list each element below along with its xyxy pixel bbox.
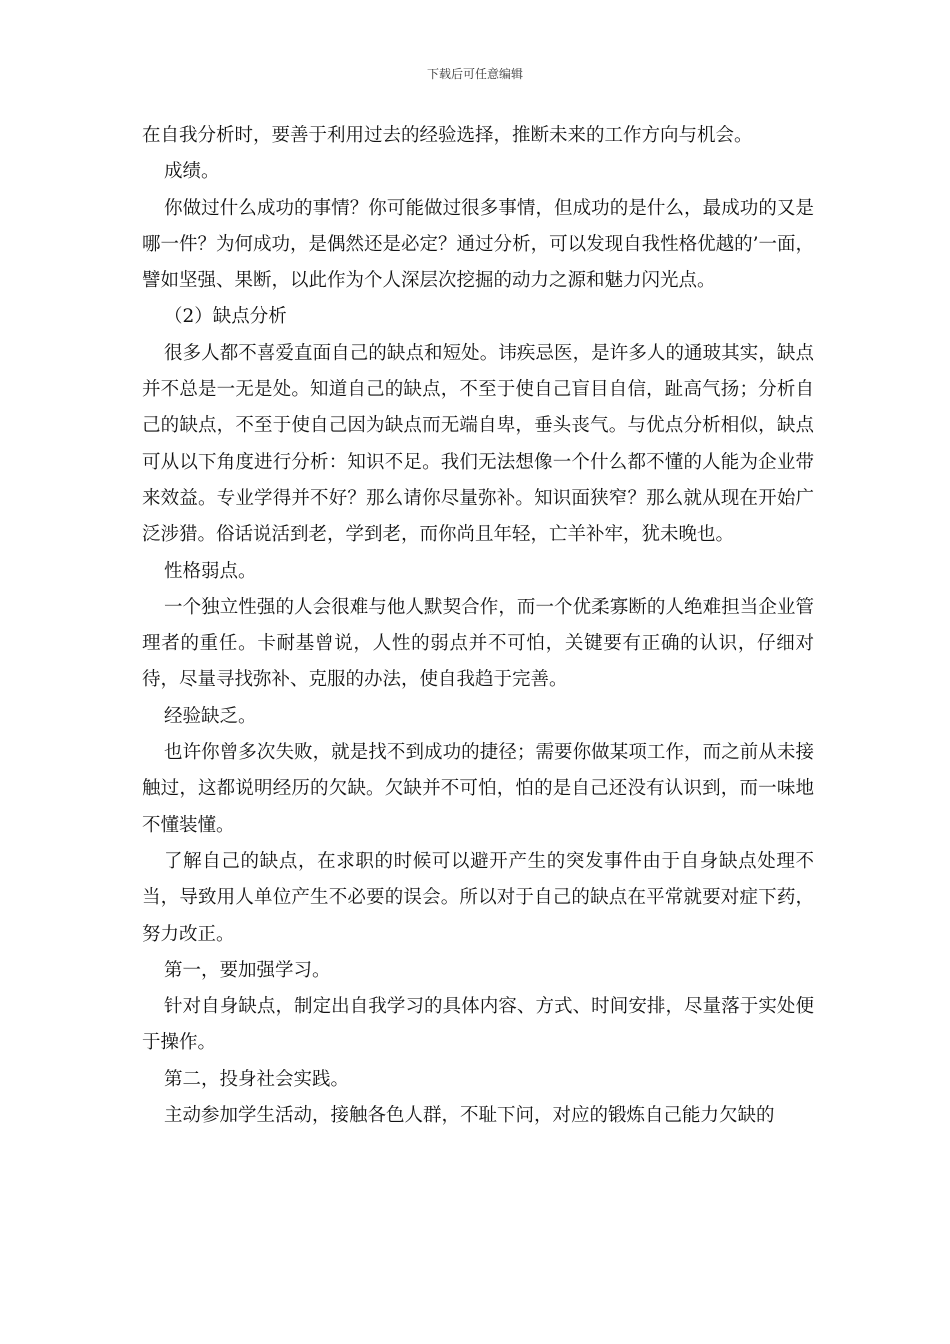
page-header: 下载后可任意编辑	[426, 67, 523, 81]
paragraph: 经验缺乏。	[164, 705, 257, 727]
paragraph: 成绩。	[164, 161, 220, 183]
paragraph: 在自我分析时，要善于利用过去的经验选择，推断未来的工作方向与机会。	[142, 125, 753, 146]
paragraph: 了解自己的缺点，在求职的时候可以避开产生的突发事件由于自身缺点处理不当，导致用人单位产生不必要的误会。所以对于自己的缺点在平常就要对症下药，努力改正。	[142, 850, 814, 945]
paragraph: 很多人都不喜爱直面自己的缺点和短处。讳疾忌医，是许多人的通玻其实，缺点并不总是一无是处。知道自己的缺点，不至于使自己盲目自信，趾高气扬；分析自己的缺点，不至于使自己因为缺点而无端自卑，垂头丧气。与优点分析相似，缺点可从以下角度进行分析：知识不足。我们无法想像一个什么都不懂的人能为企业带来效益。专业学得并不好？那么请你尽量弥补。知识面狭窄？那么就从现在开始广泛涉猎。俗话说活到老，学到老，而你尚且年轻，亡羊补牢，犹未晚也。	[142, 342, 814, 546]
paragraph: 一个独立性强的人会很难与他人默契合作，而一个优柔寡断的人绝难担当企业管理者的重任。卡耐基曾说，人性的弱点并不可怕，关键要有正确的认识，仔细对待，尽量寻找弥补、克服的办法，使自我趋于完善。	[142, 596, 814, 691]
paragraph: 也许你曾多次失败，就是找不到成功的捷径；需要你做某项工作，而之前从未接触过，这都说明经历的欠缺。欠缺并不可怕，怕的是自己还没有认识到，而一味地不懂装懂。	[142, 742, 814, 836]
section-heading: （2）缺点分析	[164, 306, 287, 328]
document-body	[142, 118, 814, 1134]
paragraph: 第一，要加强学习。	[164, 959, 331, 981]
paragraph: 针对自身缺点，制定出自我学习的具体内容、方式、时间安排，尽量落于实处便于操作。	[142, 996, 814, 1054]
paragraph: 第二，投身社会实践。	[164, 1068, 350, 1090]
paragraph: 性格弱点。	[164, 560, 257, 582]
paragraph: 你做过什么成功的事情？你可能做过很多事情，但成功的是什么，最成功的又是哪一件？为何成功，是偶然还是必定？通过分析，可以发现自我性格优越的’一面，譬如坚强、果断，以此作为个人深层次挖掘的动力之源和魅力闪光点。	[142, 197, 814, 292]
paragraph: 主动参加学生活动，接触各色人群，不耻下问，对应的锻炼自己能力欠缺的	[164, 1105, 775, 1127]
